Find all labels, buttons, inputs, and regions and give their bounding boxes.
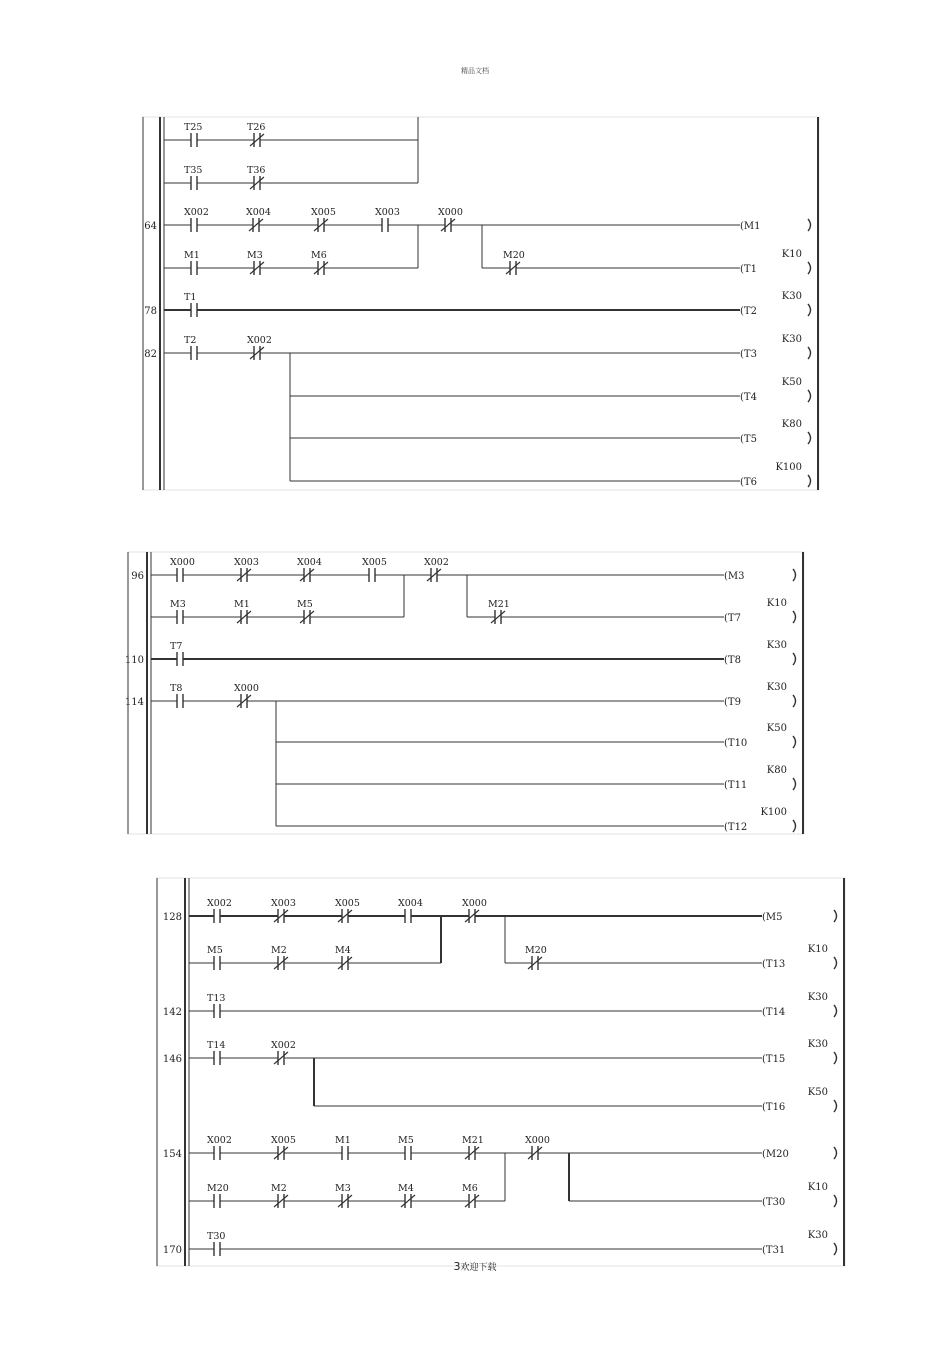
contact-label: T35 — [184, 165, 203, 176]
coil-label: (T16 — [762, 1102, 786, 1113]
contact-label: X002 — [271, 1040, 296, 1051]
coil-label: (M3 — [724, 571, 745, 582]
panel-frame — [128, 552, 804, 834]
coil-close — [793, 611, 796, 623]
contact-label: X002 — [247, 335, 272, 346]
contact-label: X004 — [246, 207, 271, 218]
coil-label: (T1 — [740, 264, 757, 275]
coil-close — [793, 778, 796, 790]
step-number: 78 — [144, 306, 157, 317]
contact-label: X002 — [424, 557, 449, 568]
constant-label: K10 — [766, 598, 787, 609]
contact-label: X005 — [362, 557, 387, 568]
contact-label: X000 — [525, 1135, 550, 1146]
contact-label: M2 — [271, 945, 287, 956]
coil-label: (M5 — [762, 912, 783, 923]
contact-label: X000 — [462, 898, 487, 909]
panel-frame — [143, 117, 819, 490]
contact-label: T8 — [170, 683, 183, 694]
contact-label: X003 — [271, 898, 296, 909]
coil-label: (T7 — [724, 613, 741, 624]
contact-label: M5 — [207, 945, 223, 956]
footer-text: 欢迎下载 — [460, 1263, 497, 1273]
constant-label: K30 — [766, 682, 787, 693]
page-footer — [0, 1260, 950, 1273]
page-number: 3 — [453, 1260, 461, 1273]
contact-label: M2 — [271, 1183, 287, 1194]
coil-label: (T4 — [740, 392, 757, 403]
contact-label: X005 — [311, 207, 336, 218]
coil-close — [834, 1052, 837, 1064]
coil-close — [808, 347, 811, 359]
coil-close — [834, 1243, 837, 1255]
coil-label: (T12 — [724, 822, 748, 833]
coil-label: (T11 — [724, 780, 748, 791]
constant-label: K30 — [807, 992, 828, 1003]
contact-label: X002 — [184, 207, 209, 218]
step-number: 128 — [162, 912, 182, 923]
contact-label: X000 — [234, 683, 259, 694]
page-header: 精品文档 — [461, 67, 489, 75]
contact-label: M1 — [335, 1135, 351, 1146]
constant-label: K30 — [766, 640, 787, 651]
contact-label: X003 — [375, 207, 400, 218]
contact-label: M6 — [462, 1183, 478, 1194]
constant-label: K10 — [807, 1182, 828, 1193]
contact-label: T2 — [184, 335, 197, 346]
contact-label: X000 — [438, 207, 463, 218]
contact-label: T30 — [207, 1231, 226, 1242]
contact-label: M21 — [488, 599, 510, 610]
constant-label: K30 — [807, 1230, 828, 1241]
contact-label: T7 — [170, 641, 183, 652]
contact-label: M1 — [234, 599, 250, 610]
contact-label: M20 — [503, 250, 525, 261]
step-number: 64 — [144, 221, 157, 232]
step-number: 142 — [162, 1007, 182, 1018]
constant-label: K50 — [781, 377, 802, 388]
coil-label: (T10 — [724, 738, 748, 749]
constant-label: K50 — [807, 1087, 828, 1098]
contact-label: M21 — [462, 1135, 484, 1146]
coil-close — [834, 1147, 837, 1159]
step-number: 114 — [124, 697, 144, 708]
step-number: 110 — [124, 655, 144, 666]
contact-label: M3 — [335, 1183, 351, 1194]
coil-close — [808, 390, 811, 402]
coil-label: (T8 — [724, 655, 741, 666]
coil-close — [793, 569, 796, 581]
contact-label: M3 — [170, 599, 186, 610]
coil-label: (T13 — [762, 959, 786, 970]
contact-label: M1 — [184, 250, 200, 261]
contact-label: X004 — [297, 557, 322, 568]
coil-label: (T9 — [724, 697, 741, 708]
contact-label: T13 — [207, 993, 226, 1004]
constant-label: K100 — [775, 462, 802, 473]
step-number: 96 — [131, 571, 144, 582]
coil-close — [808, 432, 811, 444]
coil-close — [834, 957, 837, 969]
contact-label: X005 — [271, 1135, 296, 1146]
coil-close — [808, 219, 811, 231]
constant-label: K10 — [807, 944, 828, 955]
coil-close — [808, 262, 811, 274]
contact-label: M3 — [247, 250, 263, 261]
panel-frame — [157, 878, 845, 1266]
contact-label: M5 — [297, 599, 313, 610]
coil-label: (T2 — [740, 306, 757, 317]
contact-label: X002 — [207, 898, 232, 909]
constant-label: K30 — [781, 291, 802, 302]
step-number: 170 — [162, 1245, 182, 1256]
contact-label: T1 — [184, 292, 197, 303]
constant-label: K100 — [760, 807, 787, 818]
contact-label: X004 — [398, 898, 423, 909]
coil-close — [793, 695, 796, 707]
coil-close — [834, 910, 837, 922]
contact-label: T36 — [247, 165, 266, 176]
coil-close — [793, 820, 796, 832]
contact-label: T26 — [247, 122, 266, 133]
coil-close — [793, 736, 796, 748]
coil-close — [834, 1100, 837, 1112]
coil-label: (M20 — [762, 1149, 789, 1160]
constant-label: K10 — [781, 249, 802, 260]
step-number: 82 — [144, 349, 157, 360]
coil-label: (T6 — [740, 477, 757, 488]
coil-label: (T31 — [762, 1245, 786, 1256]
coil-close — [834, 1005, 837, 1017]
constant-label: K80 — [766, 765, 787, 776]
constant-label: K50 — [766, 723, 787, 734]
coil-close — [793, 653, 796, 665]
contact-label: M20 — [207, 1183, 229, 1194]
constant-label: K80 — [781, 419, 802, 430]
constant-label: K30 — [807, 1039, 828, 1050]
coil-label: (T3 — [740, 349, 757, 360]
coil-close — [808, 475, 811, 487]
contact-label: M6 — [311, 250, 327, 261]
step-number: 146 — [162, 1054, 182, 1065]
contact-label: X003 — [234, 557, 259, 568]
coil-label: (T14 — [762, 1007, 786, 1018]
contact-label: M5 — [398, 1135, 414, 1146]
contact-label: M20 — [525, 945, 547, 956]
contact-label: X005 — [335, 898, 360, 909]
contact-label: X000 — [170, 557, 195, 568]
contact-label: T14 — [207, 1040, 226, 1051]
coil-label: (T5 — [740, 434, 757, 445]
step-number: 154 — [162, 1149, 182, 1160]
coil-close — [808, 304, 811, 316]
contact-label: X002 — [207, 1135, 232, 1146]
contact-label: M4 — [335, 945, 351, 956]
coil-label: (T15 — [762, 1054, 786, 1065]
constant-label: K30 — [781, 334, 802, 345]
contact-label: T25 — [184, 122, 203, 133]
contact-label: M4 — [398, 1183, 414, 1194]
coil-label: (T30 — [762, 1197, 786, 1208]
coil-close — [834, 1195, 837, 1207]
coil-label: (M1 — [740, 221, 761, 232]
